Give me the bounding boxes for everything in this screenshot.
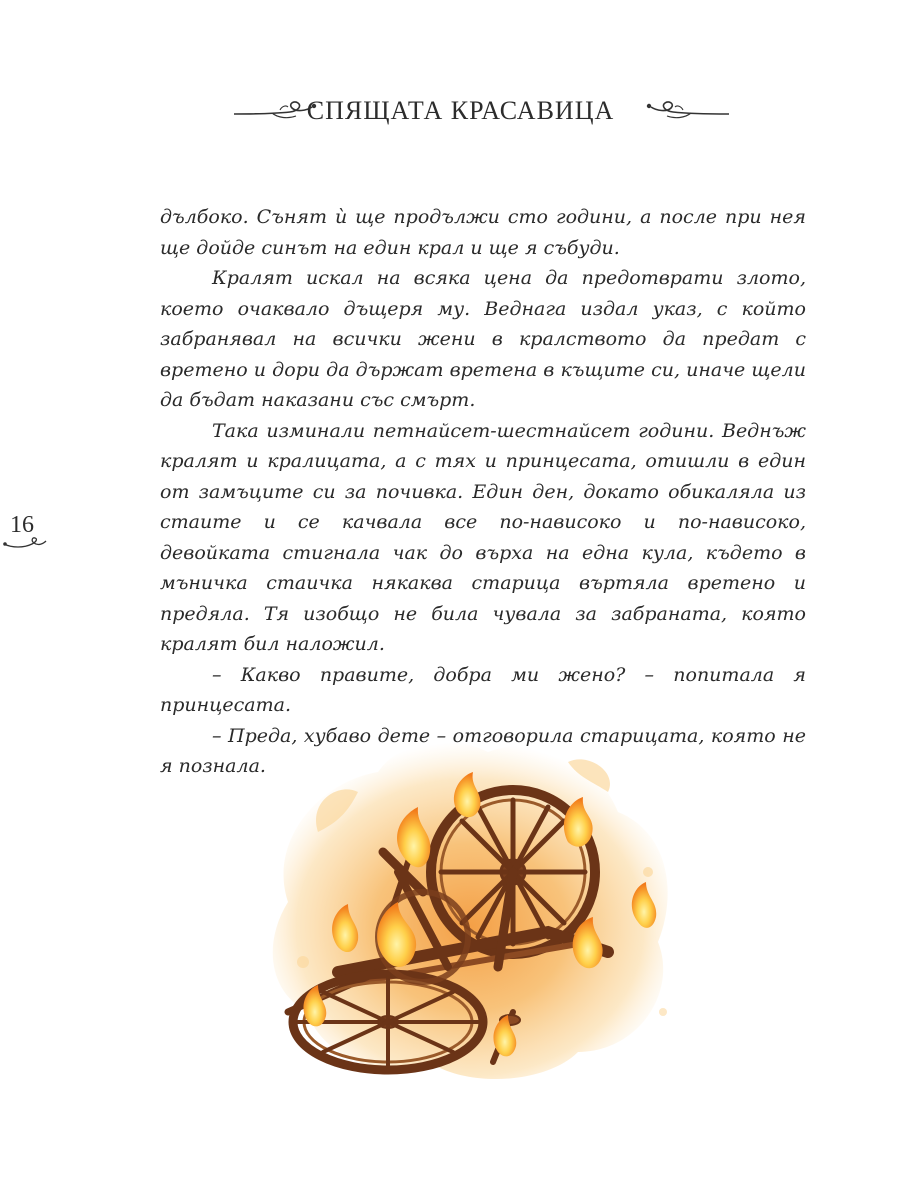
dialogue-line: – Какво правите, добра ми жено? – попитала я принцесата. — [160, 663, 806, 716]
page-number: 16 — [10, 512, 34, 538]
paragraph: Кралят искал на всяка цена да предотврати злото, което очаквало дъщеря му. Веднага издал указ, с който забранявал на всички жени в кралството да предат с вретено и дори да държат вретена в къщите си, иначе щели да бъдат наказани със смърт. — [160, 267, 806, 411]
story-text — [160, 202, 806, 782]
paragraph: Така изминали петнайсет-шестнайсет години. Веднъж кралят и кралицата, а с тях и принцесата, отишли в един от замъците си за почивка. Един ден, докато обикаляла из стаите и се качвала все по-нависоко и по-нависоко, девойката стигнала чак до върха на една кула, където в мъничка стаичка някаква старица въртяла вретено и предяла. Тя изобщо не била чувала за забраната, която кралят бил наложил. — [160, 419, 806, 655]
paragraph: дълбоко. Сънят ѝ ще продължи сто години, а после при нея ще дойде синът на един крал и ще я събуди. — [160, 206, 806, 259]
right-flourish-icon — [645, 98, 731, 122]
dialogue-line: – Преда, хубаво дете – отговорила старицата, която не я познала. — [160, 724, 806, 777]
page-number-flourish-icon — [2, 536, 48, 552]
burning-spinning-wheel-illustration — [248, 722, 688, 1092]
book-title: СПЯЩАТА КРАСАВИЦА — [306, 96, 615, 125]
running-header — [0, 92, 921, 132]
